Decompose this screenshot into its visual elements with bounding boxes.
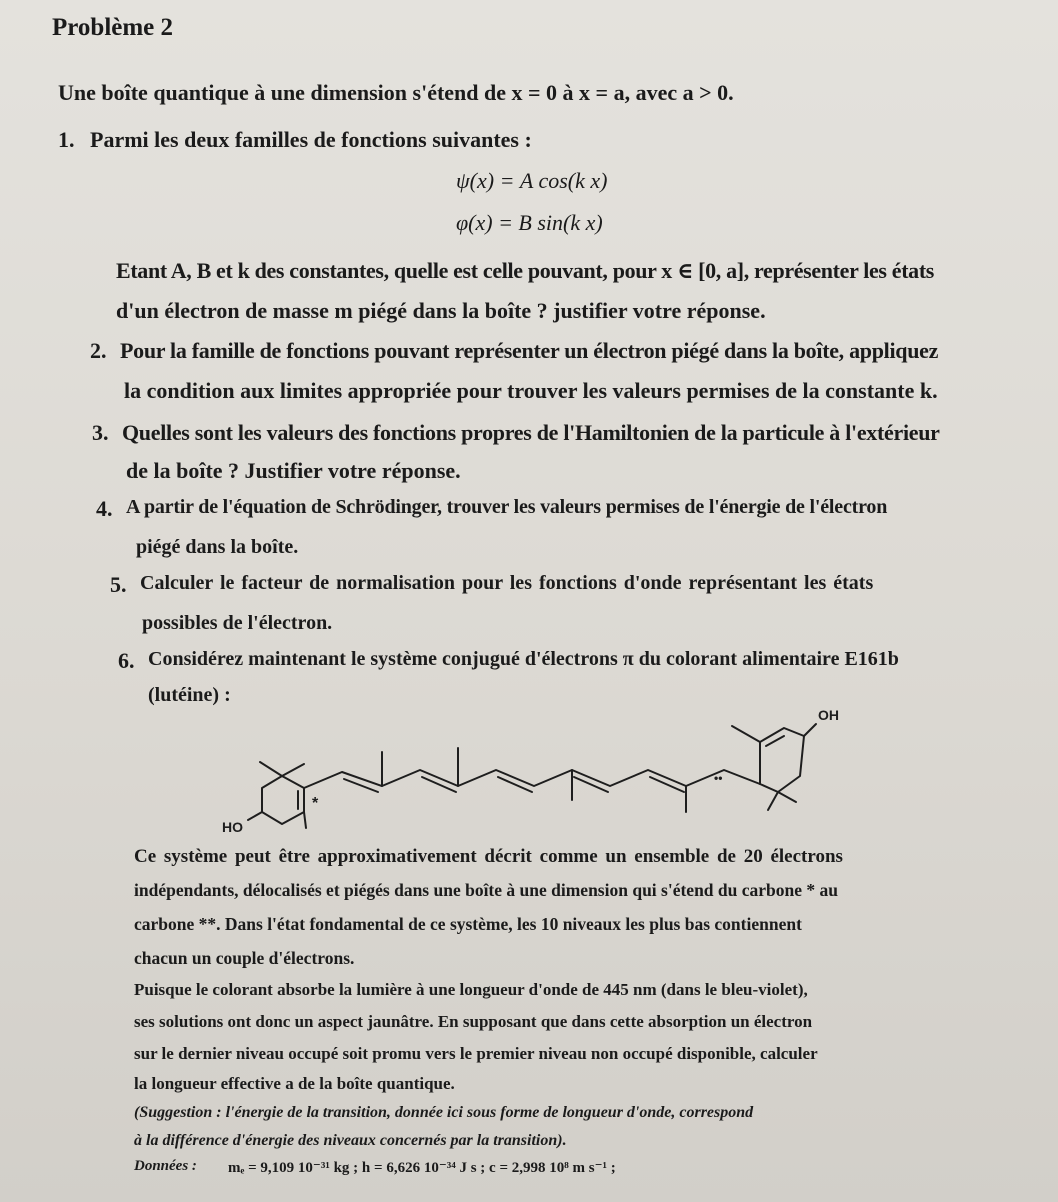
para-line5: Puisque le colorant absorbe la lumière à une longueur d'onde de 445 nm (dans le bleu-violet), (134, 980, 808, 999)
q4-line1: A partir de l'équation de Schrödinger, trouver les valeurs permises de l'énergie de l'électron (126, 496, 888, 518)
problem-title: Problème 2 (52, 14, 174, 41)
q4-number: 4. (96, 496, 113, 521)
carbone-double-star-mark: •• (714, 771, 723, 785)
suggestion-line2: à la différence d'énergie des niveaux concernés par la transition). (134, 1132, 567, 1149)
q2-number: 2. (90, 338, 107, 363)
equation-psi: ψ(x) = A cos(k x) (456, 168, 608, 193)
para-line2: indépendants, délocalisés et piégés dans une boîte à une dimension qui s'étend du carbone * au (134, 880, 839, 900)
q1-line2: Etant A, B et k des constantes, quelle est celle pouvant, pour x ∈ [0, a], représenter les états (116, 258, 935, 283)
q6-line1: Considérez maintenant le système conjugué d'électrons π du colorant alimentaire E161b (148, 648, 899, 670)
label-ho: HO (222, 819, 243, 835)
para-line6: ses solutions ont donc un aspect jaunâtre. En supposant que dans cette absorption un électron (134, 1012, 813, 1031)
suggestion-line1: (Suggestion : l'énergie de la transition, donnée ici sous forme de longueur d'onde, correspond (134, 1104, 754, 1121)
q1-line3: d'un électron de masse m piégé dans la boîte ? justifier votre réponse. (116, 298, 766, 323)
intro-text: Une boîte quantique à une dimension s'étend de x = 0 à x = a, avec a > 0. (58, 80, 734, 105)
data-label: Données : (134, 1158, 197, 1174)
q4-line2: piégé dans la boîte. (136, 536, 299, 558)
para-line1: Ce système peut être approximativement décrit comme un ensemble de 20 électrons (134, 846, 843, 867)
label-oh: OH (818, 707, 839, 723)
polyene-chain (304, 770, 760, 788)
q3-number: 3. (92, 420, 109, 445)
q3-line1: Quelles sont les valeurs des fonctions propres de l'Hamiltonien de la particule à l'extérieur (122, 420, 940, 445)
para-line4: chacun un couple d'électrons. (134, 948, 355, 968)
para-line7: sur le dernier niveau occupé soit promu vers le premier niveau non occupé disponible, calculer (134, 1044, 818, 1063)
q2-line2: la condition aux limites appropriée pour trouver les valeurs permises de la constante k. (124, 378, 938, 403)
q6-line2: (lutéine) : (148, 684, 231, 706)
q3-line2: de la boîte ? Justifier votre réponse. (126, 458, 461, 483)
para-line8: la longueur effective a de la boîte quantique. (134, 1074, 455, 1093)
carbone-star-mark: * (312, 795, 319, 812)
q5-number: 5. (110, 572, 127, 597)
para-line3: carbone **. Dans l'état fondamental de ce système, les 10 niveaux les plus bas contiennent (134, 914, 802, 934)
q1-number: 1. (58, 127, 75, 152)
q6-number: 6. (118, 648, 135, 673)
q5-line2: possibles de l'électron. (142, 612, 333, 634)
data-values: mₑ = 9,109 10⁻³¹ kg ; h = 6,626 10⁻³⁴ J s ; c = 2,998 10⁸ m s⁻¹ ; (228, 1160, 616, 1176)
q1-line1: Parmi les deux familles de fonctions suivantes : (90, 127, 532, 152)
equation-phi: φ(x) = B sin(k x) (456, 210, 603, 235)
q2-line1: Pour la famille de fonctions pouvant représenter un électron piégé dans la boîte, appliquez (120, 338, 939, 363)
q5-line1: Calculer le facteur de normalisation pour les fonctions d'onde représentant les états (140, 572, 874, 594)
